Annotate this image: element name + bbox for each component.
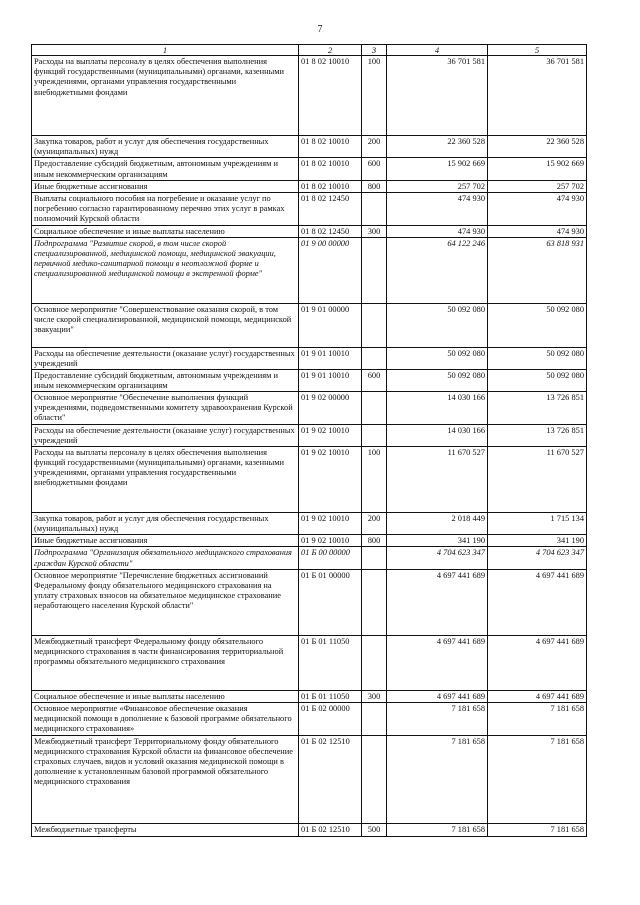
row-type-cell: 100 (362, 447, 387, 513)
row-code-cell: 01 Б 01 00000 (299, 569, 362, 635)
row-value-col4-cell: 14 030 166 (387, 425, 488, 447)
table-row (32, 569, 587, 635)
column-number-row (32, 45, 587, 56)
table-row (32, 237, 587, 303)
row-value-col4-cell: 7 181 658 (387, 735, 488, 823)
row-value-col4-cell: 4 697 441 689 (387, 635, 488, 690)
row-value-col5-cell: 13 726 851 (488, 425, 587, 447)
row-code-cell: 01 8 02 10010 (299, 56, 362, 136)
row-value-col4-cell: 7 181 658 (387, 702, 488, 735)
table-row (32, 823, 587, 836)
row-type-cell: 200 (362, 513, 387, 535)
row-type-cell (362, 735, 387, 823)
row-name-cell: Предоставление субсидий бюджетным, автономным учреждениям и иным некоммерческим организациям (32, 158, 299, 180)
row-name-cell: Расходы на выплаты персоналу в целях обеспечения выполнения функций государственными (муниципальными) органами, казенными учреждениями, органами управления государственными внебюджетными фондами (32, 447, 299, 513)
page-number: 7 (317, 24, 323, 35)
row-value-col5-cell: 474 930 (488, 225, 587, 237)
row-value-col4-cell: 22 360 528 (387, 136, 488, 158)
table-row (32, 702, 587, 735)
row-type-cell (362, 635, 387, 690)
row-code-cell: 01 Б 01 11050 (299, 635, 362, 690)
row-name-cell: Предоставление субсидий бюджетным, автономным учреждениям и иным некоммерческим организациям (32, 369, 299, 391)
column-header: 2 (299, 45, 362, 56)
row-code-cell: 01 9 02 10010 (299, 535, 362, 547)
row-value-col4-cell: 257 702 (387, 180, 488, 192)
row-type-cell: 600 (362, 369, 387, 391)
row-name-cell: Социальное обеспечение и иные выплаты населению (32, 225, 299, 237)
table-row (32, 735, 587, 823)
column-header: 3 (362, 45, 387, 56)
row-code-cell: 01 9 01 10010 (299, 369, 362, 391)
row-type-cell: 300 (362, 690, 387, 702)
row-name-cell: Иные бюджетные ассигнования (32, 535, 299, 547)
table-row (32, 303, 587, 347)
row-code-cell: 01 8 02 10010 (299, 136, 362, 158)
row-type-cell (362, 192, 387, 225)
row-code-cell: 01 8 02 12450 (299, 225, 362, 237)
row-value-col5-cell: 341 190 (488, 535, 587, 547)
row-name-cell: Основное мероприятие "Обеспечение выполнения функций учреждениями, подведомственными комитету здравоохранения Курской области" (32, 392, 299, 425)
row-type-cell: 800 (362, 535, 387, 547)
row-type-cell: 500 (362, 823, 387, 836)
row-code-cell: 01 9 01 00000 (299, 303, 362, 347)
row-name-cell: Основное мероприятие "Совершенствование оказания скорой, в том числе скорой специализированной, медицинской помощи, медицинской эвакуации" (32, 303, 299, 347)
row-value-col5-cell: 257 702 (488, 180, 587, 192)
row-code-cell: 01 9 00 00000 (299, 237, 362, 303)
row-code-cell: 01 Б 02 00000 (299, 702, 362, 735)
row-value-col4-cell: 4 704 623 347 (387, 547, 488, 569)
row-value-col5-cell: 50 092 080 (488, 369, 587, 391)
table-row (32, 136, 587, 158)
row-name-cell: Закупка товаров, работ и услуг для обеспечения государственных (муниципальных) нужд (32, 136, 299, 158)
table-row (32, 635, 587, 690)
table-row (32, 447, 587, 513)
row-type-cell (362, 702, 387, 735)
row-value-col4-cell: 64 122 246 (387, 237, 488, 303)
row-name-cell: Межбюджетный трансферт Территориальному фонду обязательного медицинского страхования Курской области на финансовое обеспечение страховых случаев, видов и условий оказания медицинской помощи в дополнение к установленным базовой программой обязательного медицинского страхования (32, 735, 299, 823)
table-row (32, 425, 587, 447)
row-value-col4-cell: 341 190 (387, 535, 488, 547)
row-value-col4-cell: 11 670 527 (387, 447, 488, 513)
row-type-cell: 600 (362, 158, 387, 180)
row-type-cell (362, 425, 387, 447)
row-value-col5-cell: 50 092 080 (488, 303, 587, 347)
row-name-cell: Иные бюджетные ассигнования (32, 180, 299, 192)
row-name-cell: Выплаты социального пособия на погребение и оказание услуг по погребению согласно гарантированному перечню этих услуг в рамках полномочий Курской области (32, 192, 299, 225)
table-row (32, 513, 587, 535)
row-value-col4-cell: 50 092 080 (387, 369, 488, 391)
row-code-cell: 01 Б 00 00000 (299, 547, 362, 569)
row-type-cell (362, 392, 387, 425)
column-header: 5 (488, 45, 587, 56)
row-value-col4-cell: 4 697 441 689 (387, 690, 488, 702)
row-value-col5-cell: 13 726 851 (488, 392, 587, 425)
row-code-cell: 01 Б 02 12510 (299, 823, 362, 836)
row-value-col5-cell: 7 181 658 (488, 823, 587, 836)
row-name-cell: Подпрограмма "Развитие скорой, в том числе скорой специализированной, медицинской помощи, медицинской эвакуации, первичной медико-санитарной помощи в неотложной форме и специализированной медицинской помощи в экстренной форме" (32, 237, 299, 303)
row-type-cell (362, 569, 387, 635)
row-value-col5-cell: 22 360 528 (488, 136, 587, 158)
row-value-col4-cell: 15 902 669 (387, 158, 488, 180)
row-value-col5-cell: 474 930 (488, 192, 587, 225)
row-value-col5-cell: 4 697 441 689 (488, 635, 587, 690)
row-code-cell: 01 9 02 00000 (299, 392, 362, 425)
row-name-cell: Расходы на выплаты персоналу в целях обеспечения выполнения функций государственными (муниципальными) органами, казенными учреждениями, органами управления государственными внебюджетными фондами (32, 56, 299, 136)
row-code-cell: 01 9 01 10010 (299, 347, 362, 369)
row-code-cell: 01 8 02 12450 (299, 192, 362, 225)
column-header: 4 (387, 45, 488, 56)
row-value-col5-cell: 7 181 658 (488, 735, 587, 823)
row-value-col5-cell: 4 697 441 689 (488, 569, 587, 635)
row-name-cell: Расходы на обеспечение деятельности (оказание услуг) государственных учреждений (32, 347, 299, 369)
table-row (32, 392, 587, 425)
row-code-cell: 01 9 02 10010 (299, 425, 362, 447)
row-code-cell: 01 9 02 10010 (299, 447, 362, 513)
row-value-col4-cell: 7 181 658 (387, 823, 488, 836)
table-row (32, 690, 587, 702)
row-value-col5-cell: 1 715 134 (488, 513, 587, 535)
table-body (32, 56, 587, 836)
table-row (32, 369, 587, 391)
row-type-cell: 200 (362, 136, 387, 158)
table-row (32, 225, 587, 237)
row-code-cell: 01 9 02 10010 (299, 513, 362, 535)
row-type-cell (362, 303, 387, 347)
table-row (32, 192, 587, 225)
row-type-cell: 100 (362, 56, 387, 136)
row-value-col4-cell: 50 092 080 (387, 347, 488, 369)
row-type-cell (362, 347, 387, 369)
row-value-col4-cell: 36 701 581 (387, 56, 488, 136)
row-type-cell (362, 547, 387, 569)
row-name-cell: Расходы на обеспечение деятельности (оказание услуг) государственных учреждений (32, 425, 299, 447)
row-code-cell: 01 8 02 10010 (299, 158, 362, 180)
row-code-cell: 01 Б 02 12510 (299, 735, 362, 823)
table-row (32, 56, 587, 136)
row-value-col4-cell: 2 018 449 (387, 513, 488, 535)
row-code-cell: 01 Б 01 11050 (299, 690, 362, 702)
row-name-cell: Основное мероприятие "Перечисление бюджетных ассигнований Федеральному фонду обязательного медицинского страхования на уплату страховых взносов на обязательное медицинское страхование неработающего населения Курской области" (32, 569, 299, 635)
row-value-col4-cell: 50 092 080 (387, 303, 488, 347)
table-row (32, 347, 587, 369)
table-row (32, 180, 587, 192)
row-value-col5-cell: 63 818 931 (488, 237, 587, 303)
table-row (32, 158, 587, 180)
row-value-col5-cell: 15 902 669 (488, 158, 587, 180)
row-code-cell: 01 8 02 10010 (299, 180, 362, 192)
row-name-cell: Межбюджетный трансферт Федеральному фонду обязательного медицинского страхования в части финансирования территориальной программы обязательного медицинского страхования (32, 635, 299, 690)
table-row (32, 535, 587, 547)
row-value-col5-cell: 36 701 581 (488, 56, 587, 136)
budget-table (31, 44, 587, 837)
row-type-cell (362, 237, 387, 303)
row-value-col5-cell: 11 670 527 (488, 447, 587, 513)
row-type-cell: 300 (362, 225, 387, 237)
row-value-col4-cell: 4 697 441 689 (387, 569, 488, 635)
row-value-col5-cell: 4 697 441 689 (488, 690, 587, 702)
row-name-cell: Закупка товаров, работ и услуг для обеспечения государственных (муниципальных) нужд (32, 513, 299, 535)
row-value-col4-cell: 474 930 (387, 192, 488, 225)
row-name-cell: Межбюджетные трансферты (32, 823, 299, 836)
row-name-cell: Основное мероприятие «Финансовое обеспечение оказания медицинской помощи в дополнение к базовой программе обязательного медицинского страхования» (32, 702, 299, 735)
row-name-cell: Социальное обеспечение и иные выплаты населению (32, 690, 299, 702)
row-name-cell: Подпрограмма "Организация обязательного медицинского страхования граждан Курской области" (32, 547, 299, 569)
row-type-cell: 800 (362, 180, 387, 192)
column-header: 1 (32, 45, 299, 56)
table-row (32, 547, 587, 569)
row-value-col5-cell: 4 704 623 347 (488, 547, 587, 569)
row-value-col4-cell: 474 930 (387, 225, 488, 237)
row-value-col4-cell: 14 030 166 (387, 392, 488, 425)
row-value-col5-cell: 7 181 658 (488, 702, 587, 735)
row-value-col5-cell: 50 092 080 (488, 347, 587, 369)
